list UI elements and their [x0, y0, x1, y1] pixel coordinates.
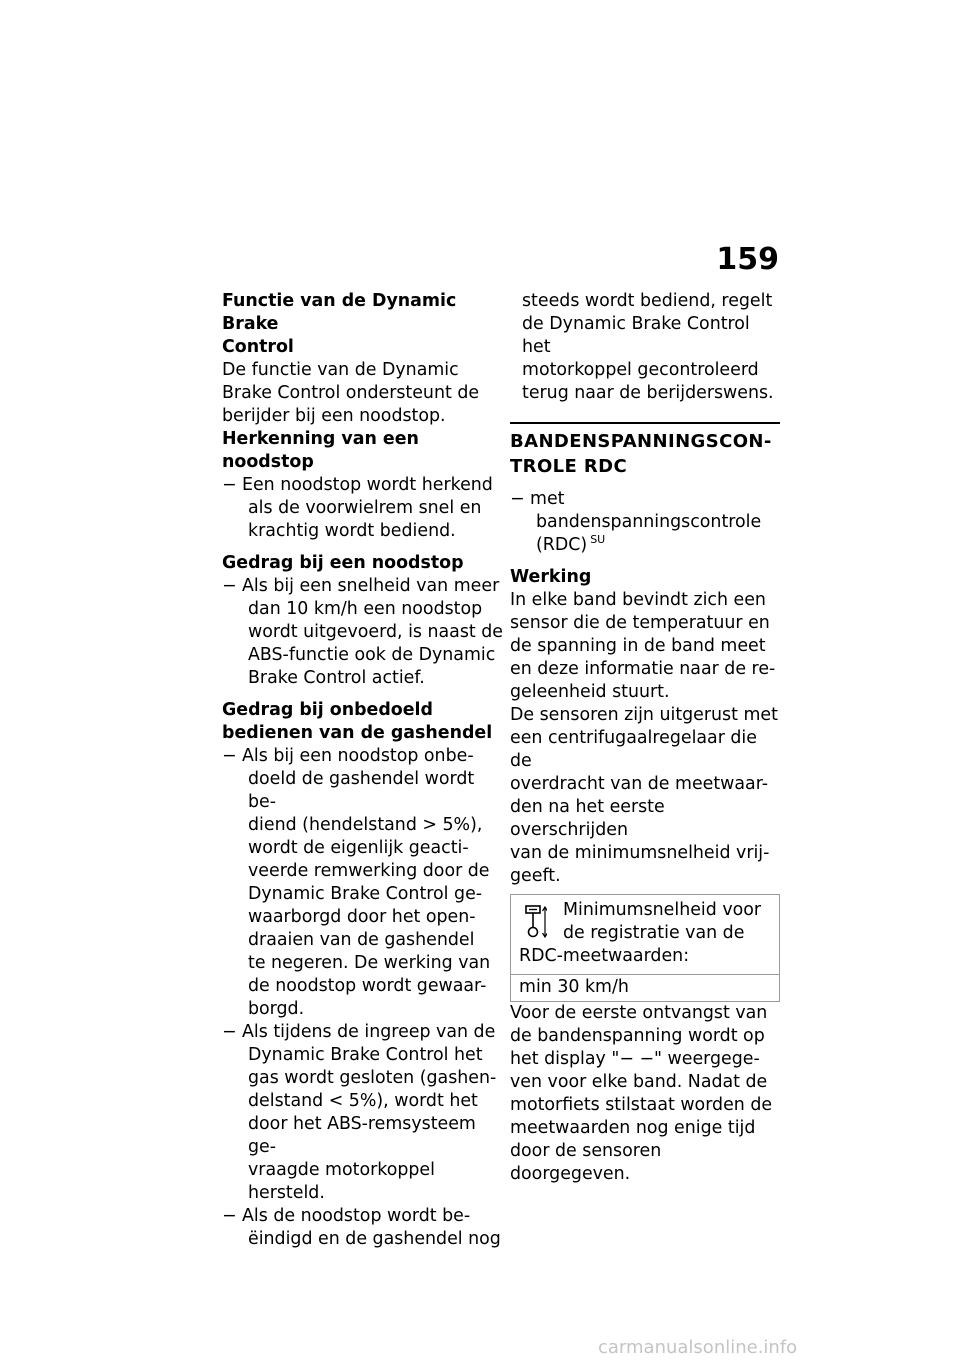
- page-number: 159: [716, 242, 779, 277]
- section-divider: [510, 422, 780, 424]
- list-item: − Als tijdens de ingreep van de Dynamic Brake Control het gas wordt gesloten (gashen- delstand < 5%), wordt het door het ABS-remsysteem ge- vraagde motorkoppel hersteld.: [222, 1022, 497, 1203]
- left-column: [222, 290, 504, 1251]
- paragraph-dbc-intro: De functie van de Dynamic Brake Control ondersteunt de berijder bij een noodstop.: [222, 360, 480, 426]
- watermark: carmanualsonline.info: [598, 1337, 798, 1358]
- heading-dbc-function: Functie van de Dynamic Brake Control: [222, 291, 457, 357]
- list-item: − Als de noodstop wordt be- ëindigd en de gashendel nog: [222, 1206, 501, 1249]
- option-code: SU: [590, 533, 606, 546]
- option-item: − met bandenspanningscontrole (RDC) $^{SU}$: [510, 489, 762, 555]
- spec-table: [510, 894, 780, 1002]
- heading-emergency-behavior: Gedrag bij een noodstop: [222, 553, 464, 573]
- list-item: − Een noodstop wordt herkend als de voorwielrem snel en krachtig wordt bediend.: [222, 475, 493, 541]
- spec-label: Minimumsnelheid voor de registratie van de RDC-meetwaarden:: [519, 900, 762, 966]
- spec-value: min 30 km/h: [511, 974, 779, 1001]
- heading-throttle-behavior: Gedrag bij onbedoeld bedienen van de gashendel: [222, 700, 493, 743]
- section-title-rdc: BANDENSPANNINGSCON- TROLE RDC: [510, 431, 772, 477]
- list-item: − Als bij een noodstop onbe- doeld de gashendel wordt be- diend (hendelstand > 5%), wordt de eigenlijk geacti- veerde remwerking door de Dynamic Brake Control ge- waarborgd door het open- draaien van de gashendel te negeren. De werking van de noodstop wordt gewaar- borgd.: [222, 746, 491, 1019]
- tire-pressure-gauge-icon: [525, 905, 547, 939]
- heading-werking: Werking: [510, 567, 592, 587]
- paragraph-centrifugal: De sensoren zijn uitgerust met een centrifugaalregelaar die de overdracht van de meetwaar- den na het eerste overschrijden van de minimumsnelheid vrij- geeft.: [510, 705, 778, 886]
- paragraph-display: Voor de eerste ontvangst van de bandenspanning wordt op het display "− −" weergege- ven voor elke band. Nadat de motorfiets stilstaat worden de meetwaarden nog enige tijd door de sensoren doorgegeven.: [510, 1003, 773, 1184]
- heading-emergency-detection: Herkenning van een noodstop: [222, 429, 419, 472]
- list-item: − Als bij een snelheid van meer dan 10 km/h een noodstop wordt uitgevoerd, is naast de ABS-functie ook de Dynamic Brake Control actief.: [222, 576, 503, 688]
- right-column: [510, 290, 780, 1186]
- list-item-continuation: steeds wordt bediend, regelt de Dynamic Brake Control het motorkoppel gecontroleerd terug naar de berijderswens.: [522, 291, 774, 403]
- paragraph-sensor: In elke band bevindt zich een sensor die de temperatuur en de spanning in de band meet en deze informatie naar de re- geleenheid stuurt.: [510, 590, 776, 702]
